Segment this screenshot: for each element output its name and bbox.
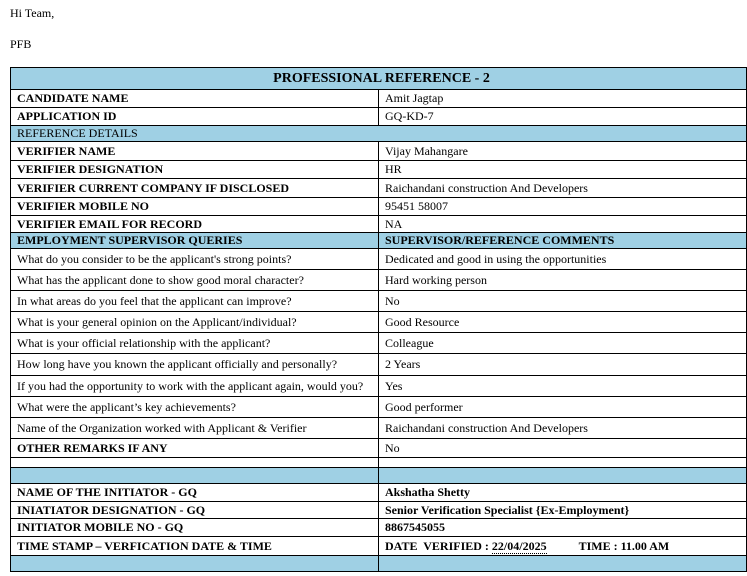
empty-cell [11,458,379,468]
verifier-email-value: NA [379,216,747,233]
separator-cell [379,468,747,484]
verifier-company-value: Raichandani construction And Developers [379,179,747,198]
candidate-name-value: Amit Jagtap [379,90,747,108]
query-question: In what areas do you feel that the applicant can improve? [11,291,379,312]
query-question: What is your official relationship with the applicant? [11,333,379,354]
query-answer: Good performer [379,397,747,418]
initiator-designation-value: Senior Verification Specialist {Ex-Employment} [379,502,747,519]
query-question: Name of the Organization worked with Applicant & Verifier [11,418,379,439]
query-answer: Dedicated and good in using the opportunities [379,249,747,270]
candidate-name-label: CANDIDATE NAME [11,90,379,108]
query-answer: Raichandani construction And Developers [379,418,747,439]
reference-details-header: REFERENCE DETAILS [11,126,747,142]
query-answer: Hard working person [379,270,747,291]
application-id-label: APPLICATION ID [11,108,379,126]
initiator-mobile-label: INITIATOR MOBILE NO - GQ [11,519,379,537]
other-remarks-label: OTHER REMARKS IF ANY [11,439,379,458]
pfb-text: PFB [10,37,32,51]
date-verified-value: 22/04/2025 [491,538,547,553]
query-question: If you had the opportunity to work with the applicant again, would you? [11,376,379,397]
greeting-text: Hi Team, [10,6,55,20]
query-question: What do you consider to be the applicant's strong points? [11,249,379,270]
initiator-designation-label: INIATIATOR DESIGNATION - GQ [11,502,379,519]
verifier-company-label: VERIFIER CURRENT COMPANY IF DISCLOSED [11,179,379,198]
table-title: PROFESSIONAL REFERENCE - 2 [11,68,747,90]
timestamp-value [379,537,747,556]
verifier-designation-label: VERIFIER DESIGNATION [11,161,379,179]
query-question: What were the applicant’s key achievements? [11,397,379,418]
verifier-mobile-label: VERIFIER MOBILE NO [11,198,379,216]
verifier-designation-value: HR [379,161,747,179]
verifier-email-label: VERIFIER EMAIL FOR RECORD [11,216,379,233]
footer-cell [11,556,379,572]
query-answer: Colleague [379,333,747,354]
queries-header-right: SUPERVISOR/REFERENCE COMMENTS [379,233,747,249]
professional-reference-table [10,67,747,572]
application-id-value: GQ-KD-7 [379,108,747,126]
date-verified-label: DATE VERIFIED : [385,538,492,553]
empty-cell [379,458,747,468]
query-answer: 2 Years [379,354,747,376]
query-answer: No [379,291,747,312]
initiator-name-label: NAME OF THE INITIATOR - GQ [11,484,379,502]
verifier-mobile-value: 95451 58007 [379,198,747,216]
verifier-name-value: Vijay Mahangare [379,142,747,161]
initiator-mobile-value: 8867545055 [379,519,747,537]
verifier-name-label: VERIFIER NAME [11,142,379,161]
query-answer: Good Resource [379,312,747,333]
timestamp-label: TIME STAMP – VERFICATION DATE & TIME [11,537,379,556]
query-question: What has the applicant done to show good moral character? [11,270,379,291]
time-value: TIME : 11.00 AM [578,538,670,553]
footer-cell [379,556,747,572]
initiator-name-value: Akshatha Shetty [379,484,747,502]
queries-header-left: EMPLOYMENT SUPERVISOR QUERIES [11,233,379,249]
query-answer: Yes [379,376,747,397]
other-remarks-value: No [379,439,747,458]
separator-cell [11,468,379,484]
query-question: What is your general opinion on the Applicant/individual? [11,312,379,333]
query-question: How long have you known the applicant officially and personally? [11,354,379,376]
